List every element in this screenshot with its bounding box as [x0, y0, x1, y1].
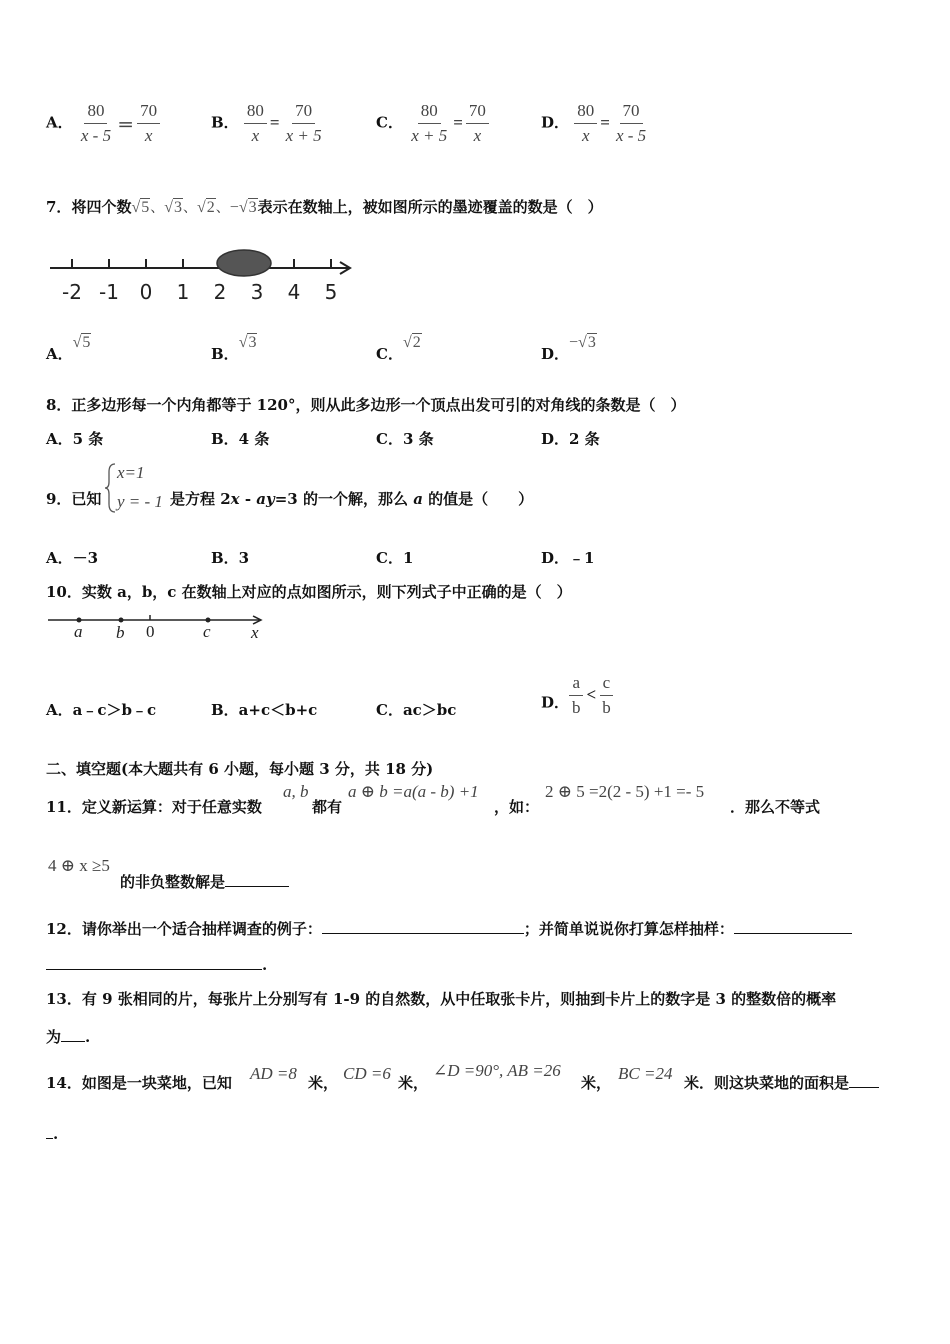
q14-unit: 米，	[581, 1074, 612, 1092]
q7-option-a[interactable]	[46, 333, 91, 364]
section-heading: 二、填空题(本大题共有 6 小题，每小题 3 分，共 18 分)	[46, 760, 434, 778]
stem-text: 是方程 2	[170, 490, 231, 508]
label-a: a	[74, 622, 83, 641]
q8-stem: 8．正多边形每一个内角都等于 120°，则从此多边形一个顶点出发可引的对角线的条数是（ ）	[46, 396, 686, 414]
variable: a	[413, 490, 423, 508]
q9-stem	[170, 488, 533, 509]
answer-blank[interactable]	[734, 919, 852, 934]
q8-option-c[interactable]: C．3 条	[376, 430, 434, 448]
separator: 、	[215, 201, 230, 216]
stem-text: 为	[46, 1028, 62, 1046]
q7-option-d[interactable]	[541, 333, 597, 364]
option-label: D．	[541, 113, 570, 132]
variable: x	[230, 490, 240, 508]
option-label: B．	[211, 113, 239, 132]
q7-option-b[interactable]	[211, 333, 257, 364]
radical: √2	[197, 199, 215, 216]
q9-number: 9．已知	[46, 490, 102, 508]
negative-radical: −√3	[569, 334, 596, 351]
minus-sign: −	[229, 199, 239, 216]
q6-option-b[interactable]	[211, 102, 325, 145]
denominator: x	[251, 125, 260, 145]
radicand: 2	[412, 334, 421, 351]
q10-option-a[interactable]: A．a﹣c＞b﹣c	[46, 701, 157, 719]
fraction	[137, 102, 160, 145]
option-label: C．	[376, 113, 403, 132]
option-label: A．	[46, 113, 73, 132]
radical: √5	[131, 199, 150, 216]
q8-option-d[interactable]: D．2 条	[541, 430, 600, 448]
stem-text: ；并简单说说你打算怎样抽样：	[523, 920, 734, 938]
denominator: x	[473, 125, 482, 145]
fraction	[613, 102, 649, 145]
stem-text: -	[239, 490, 257, 508]
q7-option-c[interactable]	[376, 333, 422, 364]
tick-label: 4	[287, 280, 301, 304]
answer-blank[interactable]	[61, 1027, 85, 1042]
numerator: 70	[620, 102, 643, 124]
equals-sign: =	[600, 113, 610, 133]
point-b	[119, 618, 124, 623]
q14-stem: 14．如图是一块菜地，已知	[46, 1074, 232, 1092]
equation-line-2: y = - 1	[117, 492, 163, 511]
q6-option-d[interactable]	[541, 102, 649, 145]
tick-label: -1	[99, 280, 119, 304]
equals-sign: =	[269, 113, 280, 133]
equation-line-1: x=1	[117, 463, 145, 482]
q9-option-a[interactable]: A．－3	[46, 549, 99, 567]
numerator: 70	[466, 102, 489, 124]
answer-blank[interactable]	[849, 1073, 879, 1088]
option-label: D．	[541, 693, 570, 712]
tick-label: 2	[213, 280, 227, 304]
answer-blank[interactable]	[322, 919, 524, 934]
q11-stem: 都有	[312, 798, 343, 816]
q10-number-line	[46, 608, 268, 644]
radicand: 2	[206, 199, 215, 216]
denominator: x - 5	[615, 125, 647, 145]
q11-variables: a, b	[283, 782, 309, 801]
q13-stem: 13．有 9 张相同的片，每张片上分别写有 1-9 的自然数，从中任取张卡片，则抽到卡片上的数字是 3 的整数倍的概率	[46, 990, 837, 1008]
option-label: A．	[46, 345, 73, 363]
stem-text: 米．则这块菜地的面积是	[684, 1074, 850, 1092]
radicand: 3	[174, 199, 183, 216]
numerator: 80	[574, 102, 597, 124]
q6-option-a[interactable]	[46, 102, 160, 145]
q11-example: 2 ⊕ 5 =2(2 - 5) +1 =- 5	[545, 782, 705, 801]
radical: √5	[72, 334, 91, 351]
q11-definition: a ⊕ b =a(a - b) +1	[348, 782, 479, 801]
q8-option-b[interactable]: B．4 条	[211, 430, 270, 448]
q10-option-c[interactable]: C．ac＞bc	[376, 701, 457, 719]
option-label: D．	[541, 345, 570, 363]
q14-unit: 米，	[308, 1074, 339, 1092]
q7-number-line	[46, 243, 360, 305]
tick-label: 5	[324, 280, 338, 304]
q9-option-b[interactable]: B．3	[211, 549, 250, 567]
q7-stem	[46, 196, 603, 217]
stem-text: 将四个数	[71, 198, 132, 216]
label-c: c	[203, 622, 211, 641]
q14-math-angle-ab: ∠D =90°, AB =26	[433, 1061, 561, 1080]
less-than-sign: <	[586, 685, 597, 705]
fraction	[574, 102, 597, 145]
radical: √3	[164, 199, 183, 216]
q11-stem: ．那么不等式	[730, 798, 821, 816]
equals-sign: ＝	[117, 115, 135, 135]
q14-math-ad: AD =8	[250, 1064, 297, 1083]
q11-stem: 11．定义新运算：对于任意实数	[46, 798, 262, 816]
q14-stem-continued	[46, 1124, 58, 1143]
radical: √2	[402, 334, 421, 351]
q9-option-d[interactable]: D．﹣1	[541, 549, 595, 567]
ink-blot	[217, 250, 271, 276]
q11-inequality: 4 ⊕ x ≥5	[48, 856, 110, 875]
point-labels	[74, 622, 259, 642]
fraction	[78, 102, 114, 145]
stem-text: =3 的一个解，那么	[274, 490, 414, 508]
denominator: x + 5	[285, 125, 322, 145]
radicand: 3	[587, 334, 596, 351]
answer-blank[interactable]	[46, 955, 262, 970]
q9-option-c[interactable]: C．1	[376, 549, 414, 567]
axis-ticks	[72, 259, 331, 268]
q14-math-cd: CD =6	[343, 1064, 391, 1083]
q12-stem-continued	[46, 955, 267, 974]
stem-text: 12．请你举出一个适合抽样调查的例子：	[46, 920, 322, 938]
q11-stem: ，如：	[494, 798, 540, 816]
label-origin: 0	[146, 622, 155, 641]
q14-stem-end	[684, 1072, 879, 1093]
q14-math-bc: BC =24	[618, 1064, 673, 1083]
q14-unit: 米，	[398, 1074, 429, 1092]
minus-sign: −	[569, 334, 579, 351]
q8-option-a[interactable]: A．5 条	[46, 430, 104, 448]
tick-label: -2	[62, 280, 82, 304]
axis-tick-labels	[62, 280, 337, 304]
numerator: 70	[137, 102, 160, 124]
q10-stem: 10．实数 a，b，c 在数轴上对应的点如图所示，则下列式子中正确的是（ ）	[46, 583, 572, 601]
tick-label: 0	[139, 280, 153, 304]
radicand: 5	[82, 334, 91, 351]
q10-option-d[interactable]	[541, 674, 614, 717]
q11-answer-line	[120, 871, 289, 892]
numerator: c	[600, 674, 614, 696]
denominator: x - 5	[80, 125, 112, 145]
answer-blank[interactable]	[225, 872, 289, 887]
fraction	[283, 102, 325, 145]
system-brace-icon	[104, 462, 118, 514]
numerator: a	[569, 674, 583, 696]
radicand: 3	[248, 334, 257, 351]
radical: √3	[238, 334, 257, 351]
fraction	[466, 102, 489, 145]
option-label: C．	[376, 345, 403, 363]
denominator: b	[602, 697, 611, 717]
stem-text: 的非负整数解是	[120, 873, 226, 891]
answer-blank[interactable]	[46, 1124, 53, 1139]
fraction	[244, 102, 267, 145]
period: .	[85, 1028, 91, 1046]
label-x: x	[251, 623, 259, 642]
stem-text: 表示在数轴上，被如图所示的墨迹覆盖的数是（ ）	[257, 198, 603, 216]
fraction	[569, 674, 584, 717]
fraction	[408, 102, 450, 145]
separator: 、	[150, 201, 165, 216]
radicand: 5	[141, 199, 150, 216]
numerator: 80	[84, 102, 107, 124]
tick-label: 1	[176, 280, 190, 304]
period: .	[262, 956, 268, 974]
equals-sign: =	[453, 113, 463, 133]
period: .	[53, 1125, 59, 1143]
variable: ay	[256, 490, 275, 508]
question-number: 7．	[46, 198, 72, 216]
separator: 、	[183, 201, 198, 216]
radicand: 3	[248, 199, 257, 216]
tick-label: 3	[250, 280, 264, 304]
q6-option-c[interactable]	[376, 102, 489, 145]
numerator: 70	[292, 102, 315, 124]
stem-text: 的值是（ ）	[422, 490, 534, 508]
q13-stem-continued	[46, 1026, 90, 1047]
fraction	[599, 674, 614, 717]
denominator: b	[572, 697, 581, 717]
numerator: 80	[244, 102, 267, 124]
numerator: 80	[418, 102, 441, 124]
q12-stem	[46, 918, 852, 939]
negative-radical: −√3	[229, 199, 257, 216]
denominator: x	[144, 125, 153, 145]
denominator: x	[581, 125, 590, 145]
option-label: B．	[211, 345, 239, 363]
label-b: b	[116, 623, 125, 642]
denominator: x + 5	[411, 125, 448, 145]
q10-option-b[interactable]: B．a+c＜b+c	[211, 701, 318, 719]
